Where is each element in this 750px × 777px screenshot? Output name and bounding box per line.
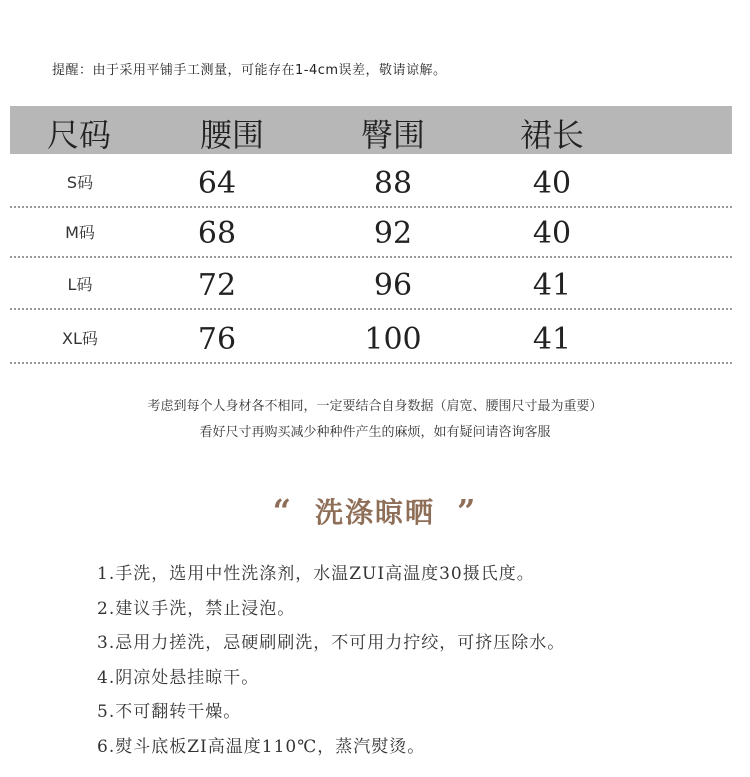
hip-value: 92: [373, 216, 413, 251]
size-label: S码: [66, 173, 94, 192]
header-length: 裙长: [519, 116, 584, 154]
row-divider: [10, 308, 732, 310]
header-waist: 腰围: [199, 116, 264, 154]
list-item: 2.建议手洗，禁止浸泡。: [97, 598, 296, 619]
length-value: 41: [532, 322, 572, 357]
length-value: 41: [532, 268, 572, 303]
hip-value: 100: [364, 322, 422, 357]
table-row: [10, 206, 732, 258]
waist-value: 68: [197, 216, 237, 251]
waist-value: 76: [197, 322, 237, 357]
open-quote: “: [272, 492, 293, 530]
measurement-notice: 提醒：由于采用平铺手工测量，可能存在1-4cm误差，敬请谅解。: [52, 63, 447, 78]
list-item: 4.阴凉处悬挂晾干。: [97, 667, 260, 688]
close-quote: ”: [457, 492, 478, 530]
waist-value: 72: [197, 268, 237, 303]
table-row: [10, 312, 732, 364]
header-size: 尺码: [46, 116, 111, 154]
wash-section-title: [0, 491, 750, 531]
list-item: 3.忌用力搓洗，忌硬刷刷洗，不可用力拧绞，可挤压除水。: [97, 633, 566, 653]
length-value: 40: [532, 166, 572, 201]
list-item: 5.不可翻转干燥。: [97, 702, 242, 722]
hip-value: 96: [373, 268, 413, 303]
size-label: L码: [67, 275, 93, 294]
list-item: 6.熨斗底板ZI高温度110℃，蒸汽熨烫。: [97, 736, 426, 757]
care-instructions-list: [97, 559, 565, 766]
size-table-header: [10, 106, 732, 154]
size-label: XL码: [62, 329, 98, 348]
size-label: M码: [65, 223, 95, 242]
list-item: 1.手洗，选用中性洗涤剂，水温ZUI高温度30摄氏度。: [97, 564, 535, 584]
table-row: [10, 258, 732, 310]
wash-title-text: 洗涤晾晒: [314, 496, 435, 529]
length-value: 40: [532, 216, 572, 251]
waist-value: 64: [197, 166, 237, 201]
table-row: [10, 156, 732, 208]
fit-note: 考虑到每个人身材各不相同，一定要结合自身数据（肩宽、腰围尺寸最为重要）: [147, 399, 603, 414]
hip-value: 88: [373, 166, 413, 201]
service-note: 看好尺寸再购买减少种种件产生的麻烦，如有疑问请咨询客服: [199, 425, 551, 440]
header-hip: 臀围: [360, 116, 425, 154]
row-divider: [10, 362, 732, 364]
